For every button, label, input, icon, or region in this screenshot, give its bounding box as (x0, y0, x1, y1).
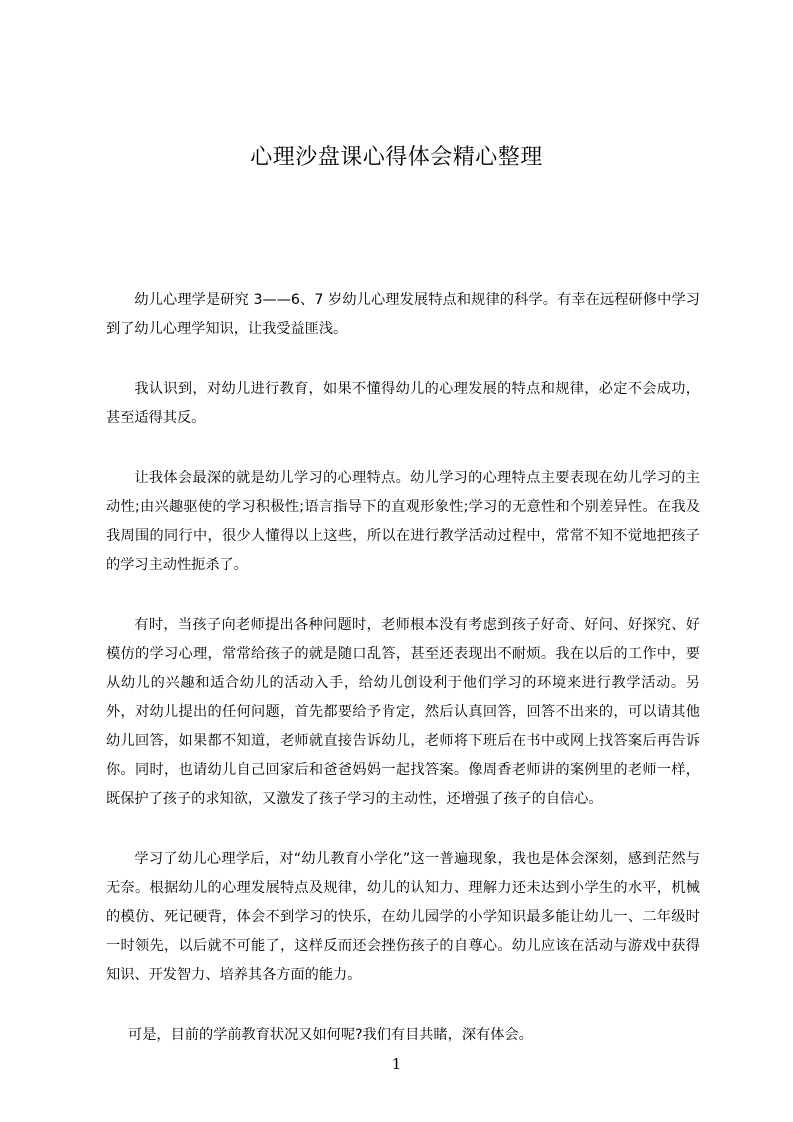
paragraph-4: 有时，当孩子向老师提出各种问题时，老师根本没有考虑到孩子好奇、好问、好探究、好模仿的学习心理，常常给孩子的就是随口乱答，甚至还表现出不耐烦。我在以后的工作中，要从幼儿的兴趣和适合幼儿的活动入手，给幼儿创设利于他们学习的环境来进行教学活动。另外，对幼儿提出的任何问题，首先都要给予肯定，然后认真回答，回答不出来的，可以请其他幼儿回答，如果都不知道，老师就直接告诉幼儿，老师将下班后在书中或网上找答案后再告诉你。同时，也请幼儿自己回家后和爸爸妈妈一起找答案。像周香老师讲的案例里的老师一样，既保护了孩子的求知欲，又激发了孩子学习的主动性，还增强了孩子的自信心。 (106, 617, 700, 807)
page-number: 1 (391, 1055, 402, 1073)
paragraph-3: 让我体会最深的就是幼儿学习的心理特点。幼儿学习的心理特点主要表现在幼儿学习的主动性;由兴趣驱使的学习积极性;语言指导下的直观形象性;学习的无意性和个别差异性。在我及我周围的同行中，很少人懂得以上这些，所以在进行教学活动过程中，常常不知不觉地把孩子的学习主动性扼杀了。 (106, 470, 700, 573)
document-body (106, 286, 700, 1081)
paragraph-6: 可是，目前的学前教育状况又如何呢?我们有目共睹，深有体会。 (128, 1027, 533, 1043)
page-title: 心理沙盘课心得体会精心整理 (250, 145, 543, 170)
paragraph-1: 幼儿心理学是研究 3——6、7 岁幼儿心理发展特点和规律的科学。有幸在远程研修中学习到了幼儿心理学知识，让我受益匪浅。 (106, 292, 700, 337)
paragraph-5: 学习了幼儿心理学后，对“幼儿教育小学化”这一普遍现象，我也是体会深刻，感到茫然与无奈。根据幼儿的心理发展特点及规律，幼儿的认知力、理解力还未达到小学生的水平，机械的模仿、死记硬背，体会不到学习的快乐，在幼儿园学的小学知识最多能让幼儿一、二年级时一时领先，以后就不可能了，这样反而还会挫伤孩子的自尊心。幼儿应该在活动与游戏中获得知识、开发智力、培养其各方面的能力。 (106, 851, 700, 983)
paragraph-2: 我认识到，对幼儿进行教育，如果不懂得幼儿的心理发展的特点和规律，必定不会成功，甚至适得其反。 (106, 381, 700, 426)
